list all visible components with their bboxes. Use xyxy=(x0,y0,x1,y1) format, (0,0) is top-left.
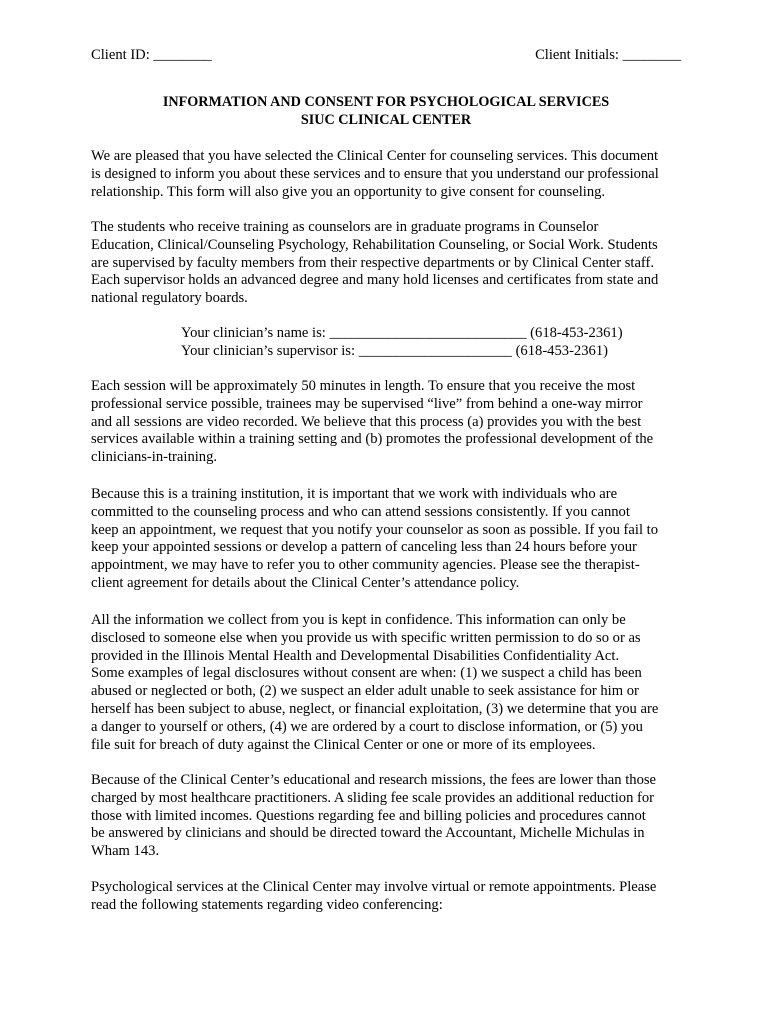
paragraph-students xyxy=(91,219,691,308)
text-line: The students who receive training as counselors are in graduate programs in Counselor xyxy=(91,219,599,235)
form-header xyxy=(91,47,681,65)
text-line: file suit for breach of duty against the Clinical Center or one or more of its employees. xyxy=(91,736,596,753)
title-line-main: INFORMATION AND CONSENT FOR PSYCHOLOGICAL SERVICES xyxy=(162,94,610,110)
text-line: provided in the Illinois Mental Health and Developmental Disabilities Confidentiality Act. xyxy=(91,647,620,664)
text-line: be answered by clinicians and should be directed toward the Accountant, Michelle Michulas in xyxy=(91,825,645,842)
text-line: Because this is a training institution, it is important that we work with individuals who are xyxy=(91,486,618,502)
document-title xyxy=(91,94,681,130)
paragraph-fees xyxy=(91,772,691,861)
clinician-name-line: Your clinician’s name is: ___________________________ (618-453-2361) xyxy=(181,325,623,341)
text-line: Because of the Clinical Center’s educational and research missions, the fees are lower than those xyxy=(91,772,657,788)
text-line: is designed to inform you about these services and to ensure that you understand our professional xyxy=(91,165,659,182)
text-line: Wham 143. xyxy=(91,843,160,860)
paragraph-video-conferencing xyxy=(91,879,691,915)
paragraph-intro xyxy=(91,148,691,201)
text-line: Education, Clinical/Counseling Psychology, Rehabilitation Counseling, or Social Work. Students xyxy=(91,236,658,253)
text-line: herself has been subject to abuse, neglect, or financial exploitation, (3) we determine that you are xyxy=(91,700,659,717)
paragraph-confidentiality xyxy=(91,612,691,754)
text-line: We are pleased that you have selected the Clinical Center for counseling services. This document xyxy=(91,148,659,164)
text-line: keep your appointed sessions or develop a pattern of canceling less than 24 hours before your xyxy=(91,539,637,556)
text-line: keep an appointment, we request that you notify your counselor as soon as possible. If you fail to xyxy=(91,521,659,538)
text-line: are supervised by faculty members from their respective departments or by Clinical Center staff. xyxy=(91,254,655,271)
title-line-center: SIUC CLINICAL CENTER xyxy=(300,111,472,128)
text-line: charged by most healthcare practitioners. A sliding fee scale provides an additional reduction for xyxy=(91,789,655,806)
paragraph-sessions xyxy=(91,378,691,467)
text-line: committed to the counseling process and who can attend sessions consistently. If you cannot xyxy=(91,503,630,520)
text-line: Each supervisor holds an advanced degree and many hold licenses and certificates from state and xyxy=(91,272,659,289)
clinician-info xyxy=(181,325,681,361)
clinician-supervisor-line: Your clinician’s supervisor is: _____________________ (618-453-2361) xyxy=(181,342,608,359)
paragraph-attendance xyxy=(91,486,691,593)
text-line: All the information we collect from you is kept in confidence. This information can only be xyxy=(91,612,626,628)
text-line: national regulatory boards. xyxy=(91,290,248,307)
client-initials-field: Client Initials: ________ xyxy=(535,47,681,63)
text-line: client agreement for details about the Clinical Center’s attendance policy. xyxy=(91,574,520,591)
text-line: appointment, we may have to refer you to other community agencies. Please see the therapist- xyxy=(91,557,640,574)
text-line: disclosed to someone else when you provide us with specific written permission to do so or as xyxy=(91,629,641,646)
client-id-field: Client ID: ________ xyxy=(91,47,212,63)
text-line: professional service possible, trainees may be supervised “live” from behind a one-way mirror xyxy=(91,395,643,412)
text-line: Psychological services at the Clinical Center may involve virtual or remote appointments. Please xyxy=(91,879,657,895)
text-line: those with limited incomes. Questions regarding fee and billing policies and procedures cannot xyxy=(91,807,646,824)
text-line: read the following statements regarding video conferencing: xyxy=(91,896,443,913)
text-line: and all sessions are video recorded. We believe that this process (a) provides you with the best xyxy=(91,413,642,430)
text-line: abused or neglected or both, (2) we suspect an elder adult unable to seek assistance for him or xyxy=(91,683,639,700)
text-line: a danger to yourself or others, (4) we are ordered by a court to disclose information, or (5) you xyxy=(91,718,643,735)
text-line: Some examples of legal disclosures without consent are when: (1) we suspect a child has been xyxy=(91,665,642,682)
text-line: relationship. This form will also give you an opportunity to give consent for counseling. xyxy=(91,183,606,200)
text-line: Each session will be approximately 50 minutes in length. To ensure that you receive the most xyxy=(91,378,636,394)
text-line: clinicians-in-training. xyxy=(91,449,218,466)
text-line: services available within a training setting and (b) promotes the professional development of the xyxy=(91,431,654,448)
